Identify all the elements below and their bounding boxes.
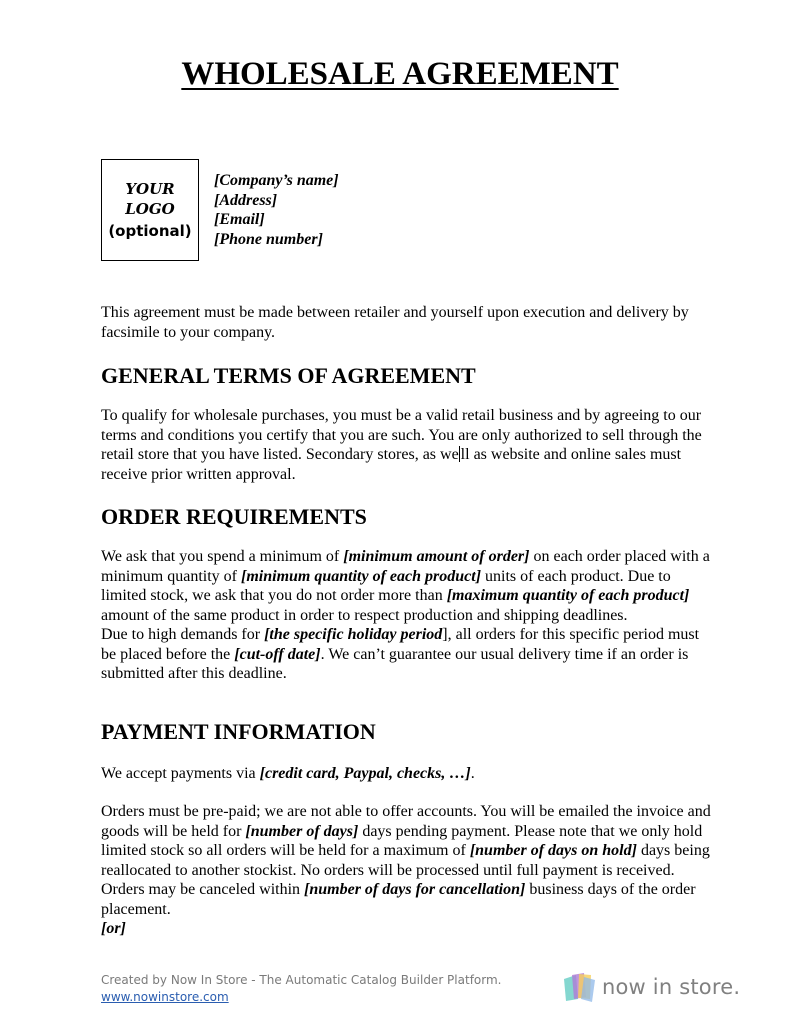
document-title: WHOLESALE AGREEMENT <box>181 56 619 92</box>
now-in-store-logo <box>562 971 740 1003</box>
company-info <box>214 171 339 249</box>
placeholder-cancellation-days: [number of days for cancellation] <box>304 881 526 898</box>
logo-placeholder <box>101 159 199 261</box>
company-email: [Email] <box>214 211 265 228</box>
company-name: [Company’s name] <box>214 172 339 189</box>
placeholder-payment-methods: [credit card, Paypal, checks, …] <box>259 765 471 782</box>
logo-line-1: YOUR <box>125 180 175 198</box>
general-terms-heading: GENERAL TERMS OF AGREEMENT <box>101 363 476 388</box>
general-terms-paragraph: To qualify for wholesale purchases, you must be a valid retail business and by agreeing to our terms and conditions you certify that you are such. You are only authorized to sell through the retail store that you have listed. Secondary stores, as we ll as website and online sales must receive prior written approval. <box>101 407 702 483</box>
footer-credit-text: Created by Now In Store - The Automatic Catalog Builder Platform. <box>101 973 502 987</box>
placeholder-or: [or] <box>101 920 126 937</box>
order-requirements-paragraph: We ask that you spend a minimum of [minimum amount of order] on each order placed with a minimum quantity of [minimum quantity of each product] units of each product. Due to limited stock, we ask that you do not order more than [maximum quantity of each product] amount of the same product in order to respect production and shipping deadlines. Due to high demands for [the specific holiday period], all orders for this specific period must be placed before the [cut-off date]. We can’t guarantee our usual delivery time if an order is submitted after this deadline. <box>101 548 710 682</box>
footer-credit <box>101 972 501 1006</box>
brand-name: now in store. <box>602 975 741 999</box>
brand-cards-icon <box>562 971 596 1003</box>
placeholder-days-on-hold: [number of days on hold] <box>469 842 637 859</box>
footer-website-link[interactable]: www.nowinstore.com <box>101 990 229 1004</box>
intro-paragraph: This agreement must be made between retailer and yourself upon execution and delivery by facsimile to your company. <box>101 304 689 341</box>
company-address: [Address] <box>214 191 278 209</box>
placeholder-holiday-period: [the specific holiday period <box>264 626 443 643</box>
placeholder-cutoff-date: [cut-off date] <box>234 645 321 663</box>
payment-terms-paragraph: Orders must be pre-paid; we are not able to offer accounts. You will be emailed the invoice and goods will be held for [number of days] days pending payment. Please note that we only hold limited stock so all orders will be held for a maximum of [number of days on hold] days being reallocated to another stockist. No orders will be processed until full payment is received. Orders may be canceled within [number of days for cancellation] business days of the order placement. [or] <box>101 803 711 937</box>
order-requirements-heading: ORDER REQUIREMENTS <box>101 504 367 529</box>
placeholder-maximum-quantity: [maximum quantity of each product] <box>446 587 690 604</box>
placeholder-minimum-quantity: [minimum quantity of each product] <box>241 567 482 585</box>
placeholder-minimum-amount: [minimum amount of order] <box>343 548 530 565</box>
payment-information-heading: PAYMENT INFORMATION <box>101 719 376 744</box>
payment-methods-paragraph: We accept payments via [credit card, Paypal, checks, …]. <box>101 765 475 782</box>
company-phone: [Phone number] <box>214 230 323 248</box>
placeholder-number-of-days: [number of days] <box>245 822 359 840</box>
logo-optional-note: (optional) <box>108 222 192 240</box>
logo-line-2: LOGO <box>125 200 175 218</box>
